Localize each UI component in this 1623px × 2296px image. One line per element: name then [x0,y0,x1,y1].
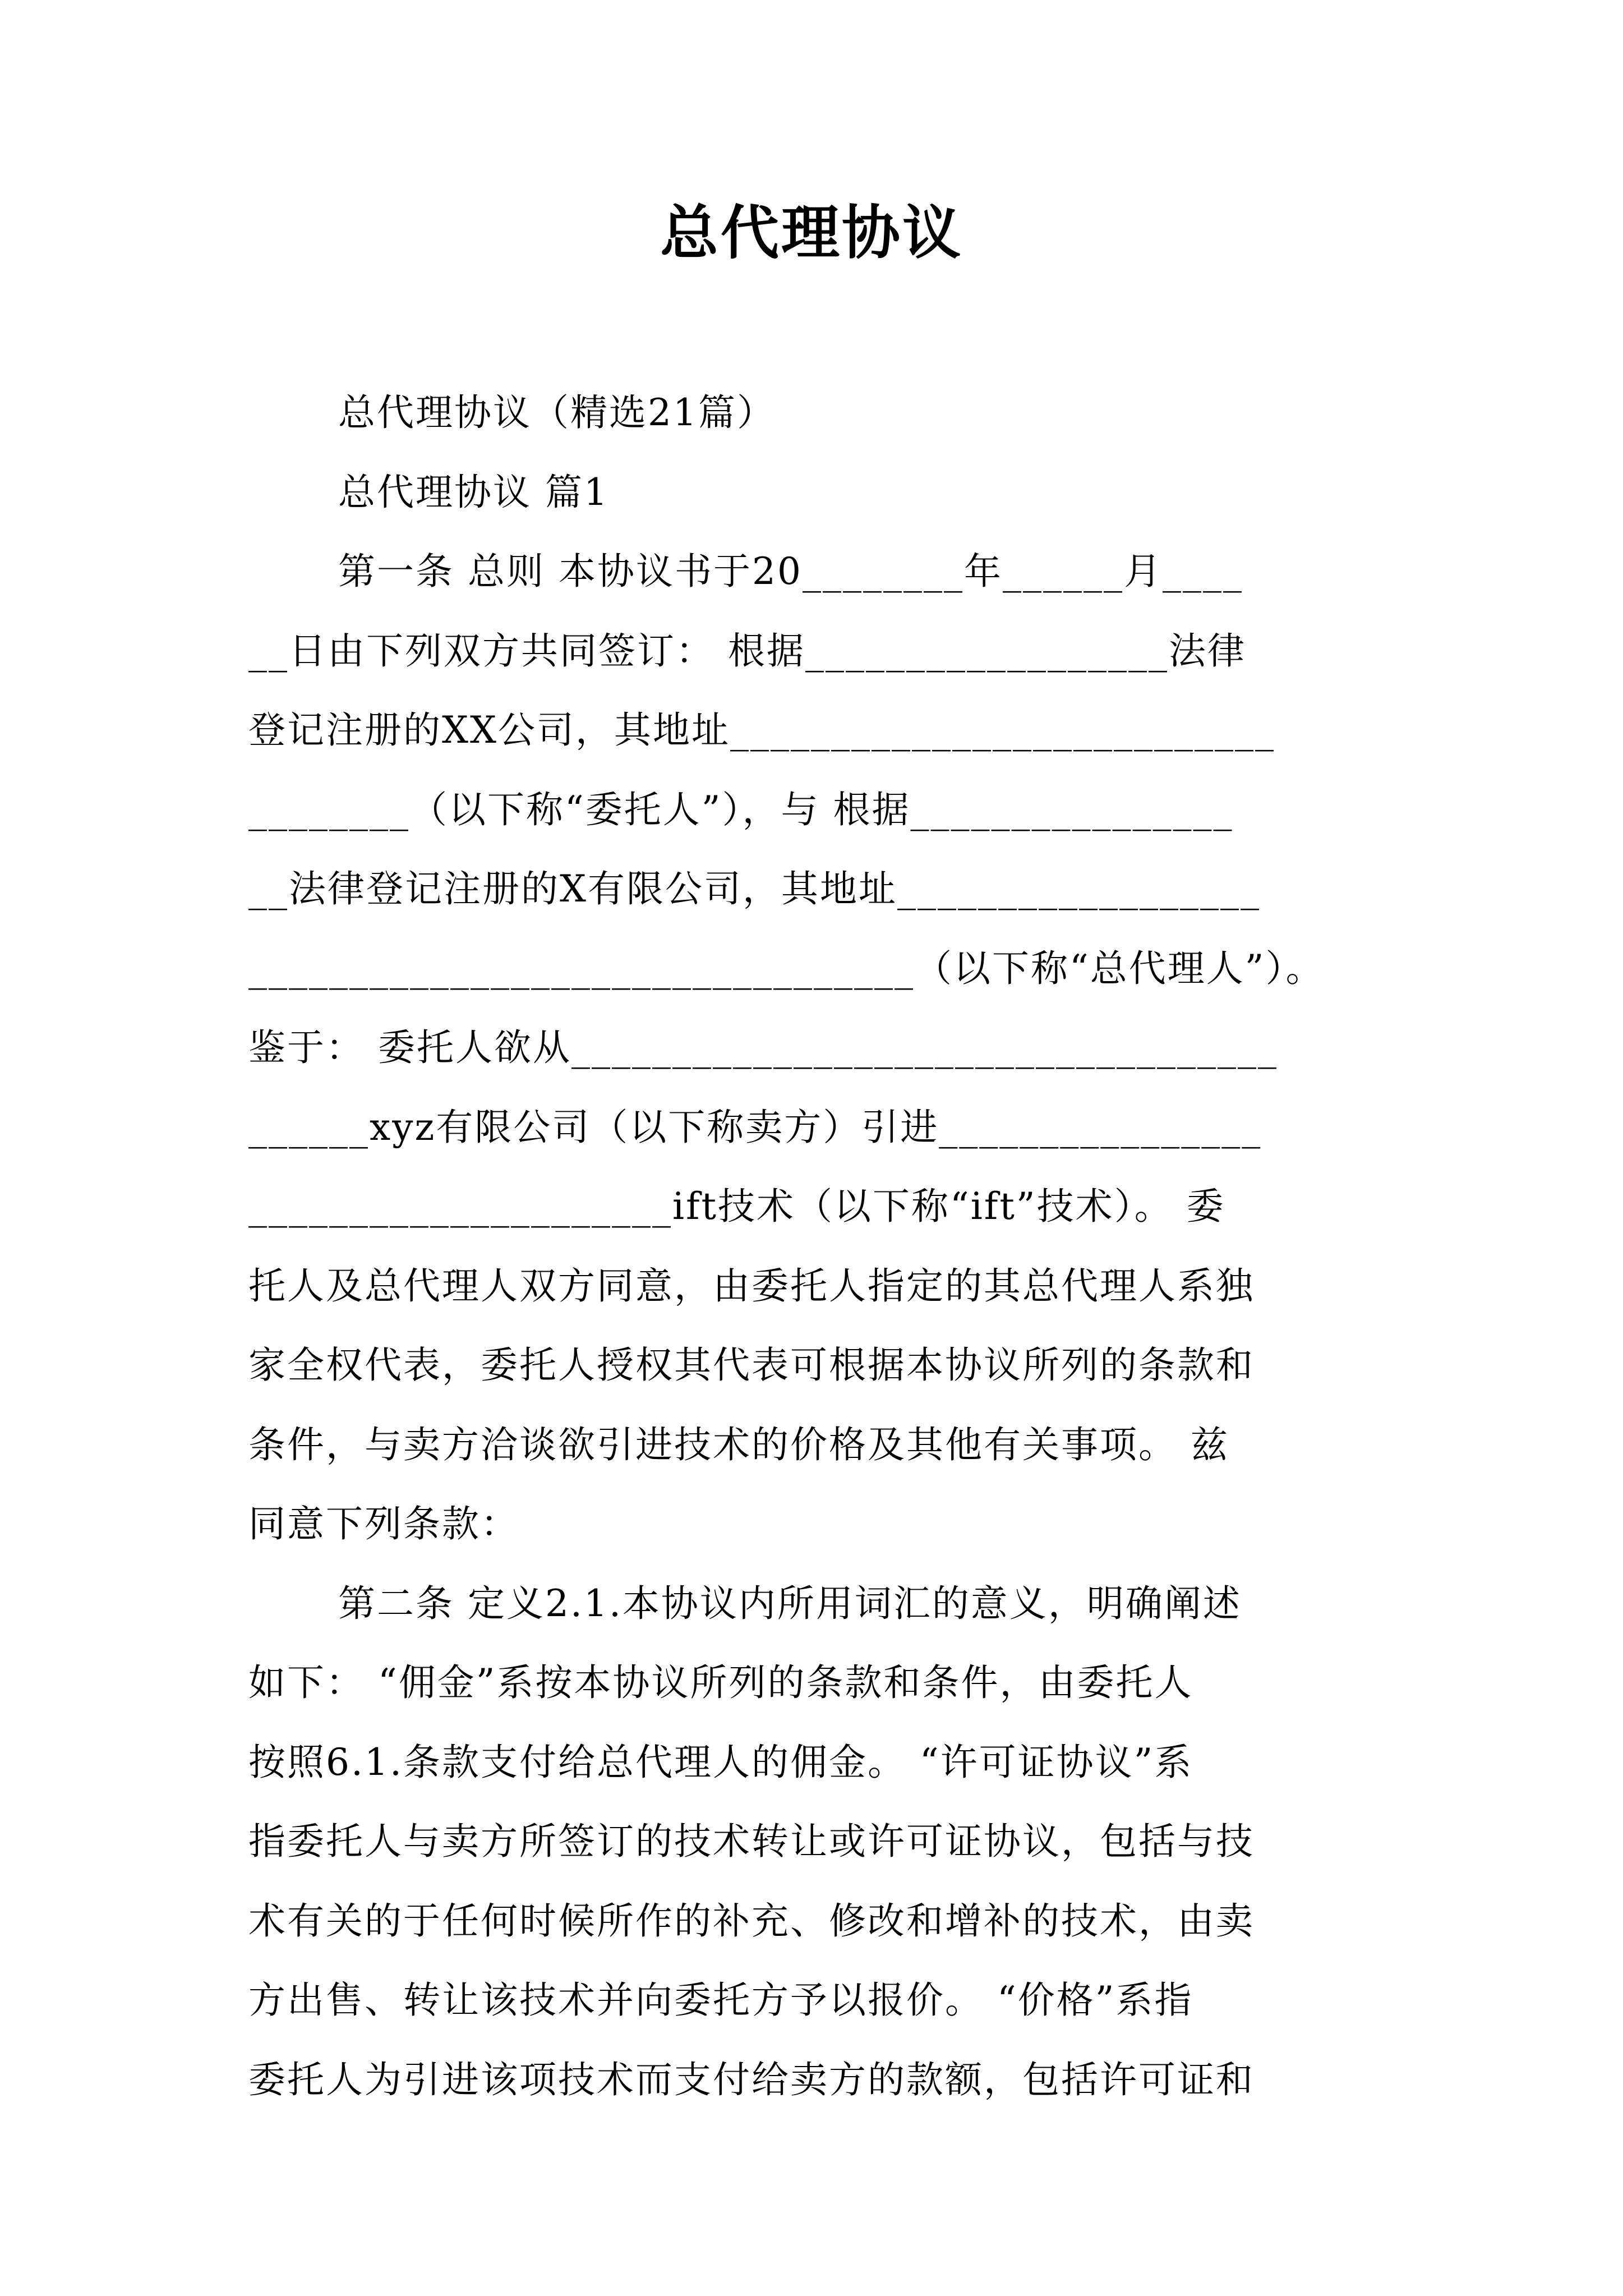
paragraph-line: 方出售、转让该技术并向委托方予以报价。 “价格”系指 [248,1978,1193,2022]
paragraph-line: ______xyz有限公司（以下称卖方）引进________________ [248,1105,1262,1149]
paragraph-line: 委托人为引进该项技术而支付给卖方的款额，包括许可证和 [248,2058,1255,2101]
paragraph-line: 同意下列条款： [248,1502,519,1545]
paragraph-line: 家全权代表，委托人授权其代表可根据本协议所列的条款和 [248,1343,1255,1387]
paragraph-line: _________________________________（以下称“总代理人”）。 [248,946,1325,990]
paragraph-line: _____________________ift技术（以下称“ift”技术）。 委 [248,1185,1225,1228]
paragraph-line: 托人及总代理人双方同意，由委托人指定的其总代理人系独 [248,1264,1255,1308]
section-heading: 总代理协议 篇1 [338,470,609,514]
paragraph-line: 如下： “佣金”系按本协议所列的条款和条件，由委托人 [248,1661,1193,1704]
paragraph-line: 鉴于： 委托人欲从___________________________________ [248,1026,1278,1069]
paragraph-line: 第一条 总则 本协议书于20________年______月____ [338,550,1243,593]
paragraph-line: __法律登记注册的X有限公司，其地址__________________ [248,867,1261,910]
paragraph-line: 术有关的于任何时候所作的补充、修改和增补的技术，由卖 [248,1899,1255,1943]
subtitle-line: 总代理协议（精选21篇） [338,391,776,434]
paragraph-line: __日由下列双方共同签订： 根据__________________法律 [248,629,1246,673]
paragraph-line: 条件，与卖方洽谈欲引进技术的价格及其他有关事项。 兹 [248,1423,1229,1466]
paragraph-line: 第二条 定义2.1.本协议内所用词汇的意义，明确阐述 [338,1581,1242,1625]
document-body [248,373,1393,2119]
document-title: 总代理协议 [660,199,963,267]
paragraph-line: 指委托人与卖方所签订的技术转让或许可证协议，包括与技 [248,1820,1255,1863]
paragraph-line: 按照6.1.条款支付给总代理人的佣金。 “许可证协议”系 [248,1740,1193,1784]
paragraph-line: ________（以下称“委托人”），与 根据________________ [248,788,1234,831]
paragraph-line: 登记注册的XX公司，其地址___________________________ [248,708,1275,752]
